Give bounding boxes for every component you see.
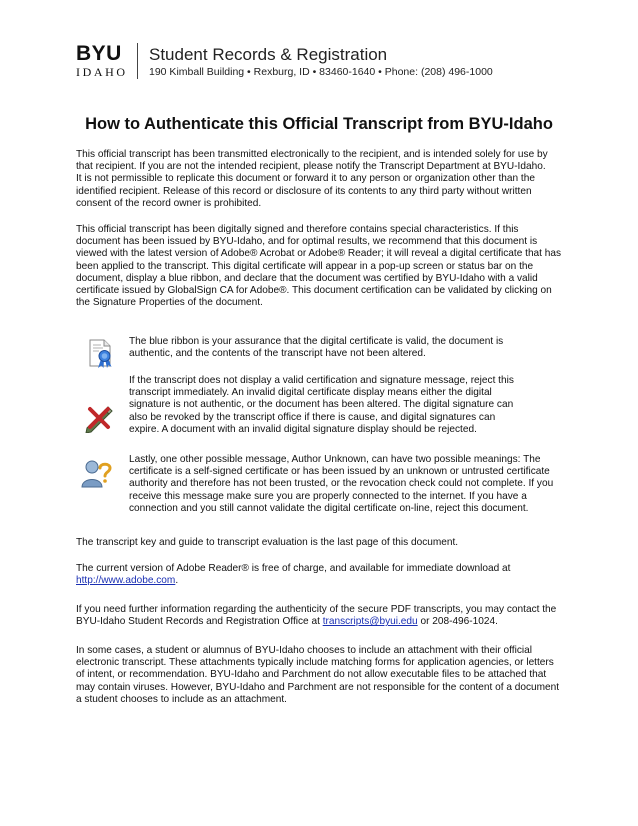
text-line: may contain viruses. However, BYU-Idaho and Parchment are not responsible for the content of a document [76, 681, 560, 693]
text-line: The blue ribbon is your assurance that the digital certificate is valid, the document is [129, 336, 504, 347]
adobe-link[interactable]: http://www.adobe.com [76, 575, 176, 587]
text-line: If you need further information regarding the authenticity of the secure PDF transcripts, you may contact the [76, 604, 557, 615]
text-line: electronic transcript. These attachments typically include matching forms for application agencies, or letters [76, 657, 554, 669]
text-line: The transcript key and guide to transcript evaluation is the last page of this document. [76, 537, 459, 548]
office-name: Student Records & Registration [149, 45, 388, 64]
document-title: How to Authenticate this Official Transcript from BYU-Idaho [85, 115, 553, 133]
byu-idaho-logo [76, 43, 136, 79]
text-line: This official transcript has been digitally signed and therefore contains special characteristics. If this [76, 224, 519, 235]
text-line: authentic, and the contents of the transcript have not been altered. [129, 348, 426, 360]
text-line [76, 616, 576, 628]
text-line: authority and therefore has not been trusted, or the revocation check could not complete. If you [129, 478, 554, 490]
office-address: 190 Kimball Building • Rexburg, ID • 83460-1640 • Phone: (208) 496-1000 [149, 66, 493, 78]
contact-text: BYU-Idaho Student Records and Registration Office at [76, 616, 323, 628]
valid-certificate-paragraph [129, 336, 569, 360]
valid-certificate-icon [84, 337, 116, 369]
attachment-paragraph [76, 645, 576, 706]
text-line: a student chooses to include as an attachment. [76, 693, 287, 705]
invalid-signature-paragraph [129, 375, 569, 436]
logo-byu-text: BYU [76, 42, 122, 65]
text-line: been applied to the transcript. This digital certificate will appear in a pop-up screen or status bar on the [76, 260, 534, 272]
text-line: document has been issued by BYU-Idaho, and for optimal results, we recommend that this document is [76, 236, 538, 248]
text-line: consent of the record owner is prohibited. [76, 197, 262, 209]
text-line: signature is not authentic, or the document has been altered. The digital signature can [129, 399, 514, 411]
adobe-reader-paragraph [76, 563, 576, 587]
text-line: If the transcript does not display a valid certification and signature message, reject this [129, 375, 514, 386]
author-unknown-icon [80, 457, 112, 489]
text-line: viewed with the latest version of Adobe® Acrobat or Adobe® Reader; it will reveal a digital certificate that has [76, 248, 562, 260]
letterhead-divider [137, 43, 138, 79]
text-line: transcript immediately. An invalid digital certificate display means either the digital [129, 387, 492, 399]
text-line: This official transcript has been transmitted electronically to the recipient, and is intended solely for use by [76, 149, 548, 160]
confidentiality-paragraph [76, 149, 576, 210]
logo-idaho-text: IDAHO [76, 65, 128, 79]
contact-paragraph [76, 604, 576, 628]
adobe-period: . [175, 575, 179, 587]
author-unknown-paragraph [129, 454, 569, 515]
text-line: expire. A document with an invalid digital signature display should be rejected. [129, 423, 477, 435]
text-line: It is not permissible to replicate this document or forward it to any person or organization other than the [76, 173, 535, 185]
text-line: identified recipient. Release of this record or disclosure of its contents to any third party without written [76, 185, 532, 197]
contact-email-link[interactable]: transcripts@byui.edu [322, 616, 418, 628]
text-line: connection and you still cannot validate the digital certificate on-line, reject this document. [129, 502, 529, 514]
digital-signature-paragraph [76, 224, 576, 309]
text-line: the Signature Properties of the document. [76, 297, 263, 309]
invalid-signature-icon [83, 401, 115, 433]
text-line: receive this message make sure you are properly connected to the internet. If you have a [129, 490, 527, 502]
text-line: In some cases, a student or alumnus of BYU-Idaho chooses to include an attachment with their official [76, 645, 532, 656]
text-line [76, 575, 576, 587]
text-line: document, display a blue ribbon, and declare that the document was certified by BYU-Idaho with a valid [76, 272, 538, 284]
text-line: certificate is a self-signed certificate or has been issued by an unknown or untrusted certificate [129, 466, 550, 478]
text-line: Lastly, one other possible message, Author Unknown, can have two possible meanings: The [129, 454, 541, 465]
text-line: that recipient. If you are not the intended recipient, please notify the Transcript Department at BYU-Idaho. [76, 161, 546, 173]
contact-phone-text: or 208-496-1024. [417, 616, 498, 628]
text-line: of intent, or recommendation. BYU-Idaho and Parchment do not allow executable files to be attached that [76, 669, 547, 681]
text-line: certificate issued by GlobalSign CA for Adobe®. This document certification can be validated by clicking on [76, 285, 552, 297]
text-line: also be revoked by the transcript office if there is cause, and digital signatures can [129, 411, 496, 423]
text-line: The current version of Adobe Reader® is free of charge, and available for immediate download at [76, 563, 511, 574]
transcript-key-paragraph [76, 537, 576, 549]
